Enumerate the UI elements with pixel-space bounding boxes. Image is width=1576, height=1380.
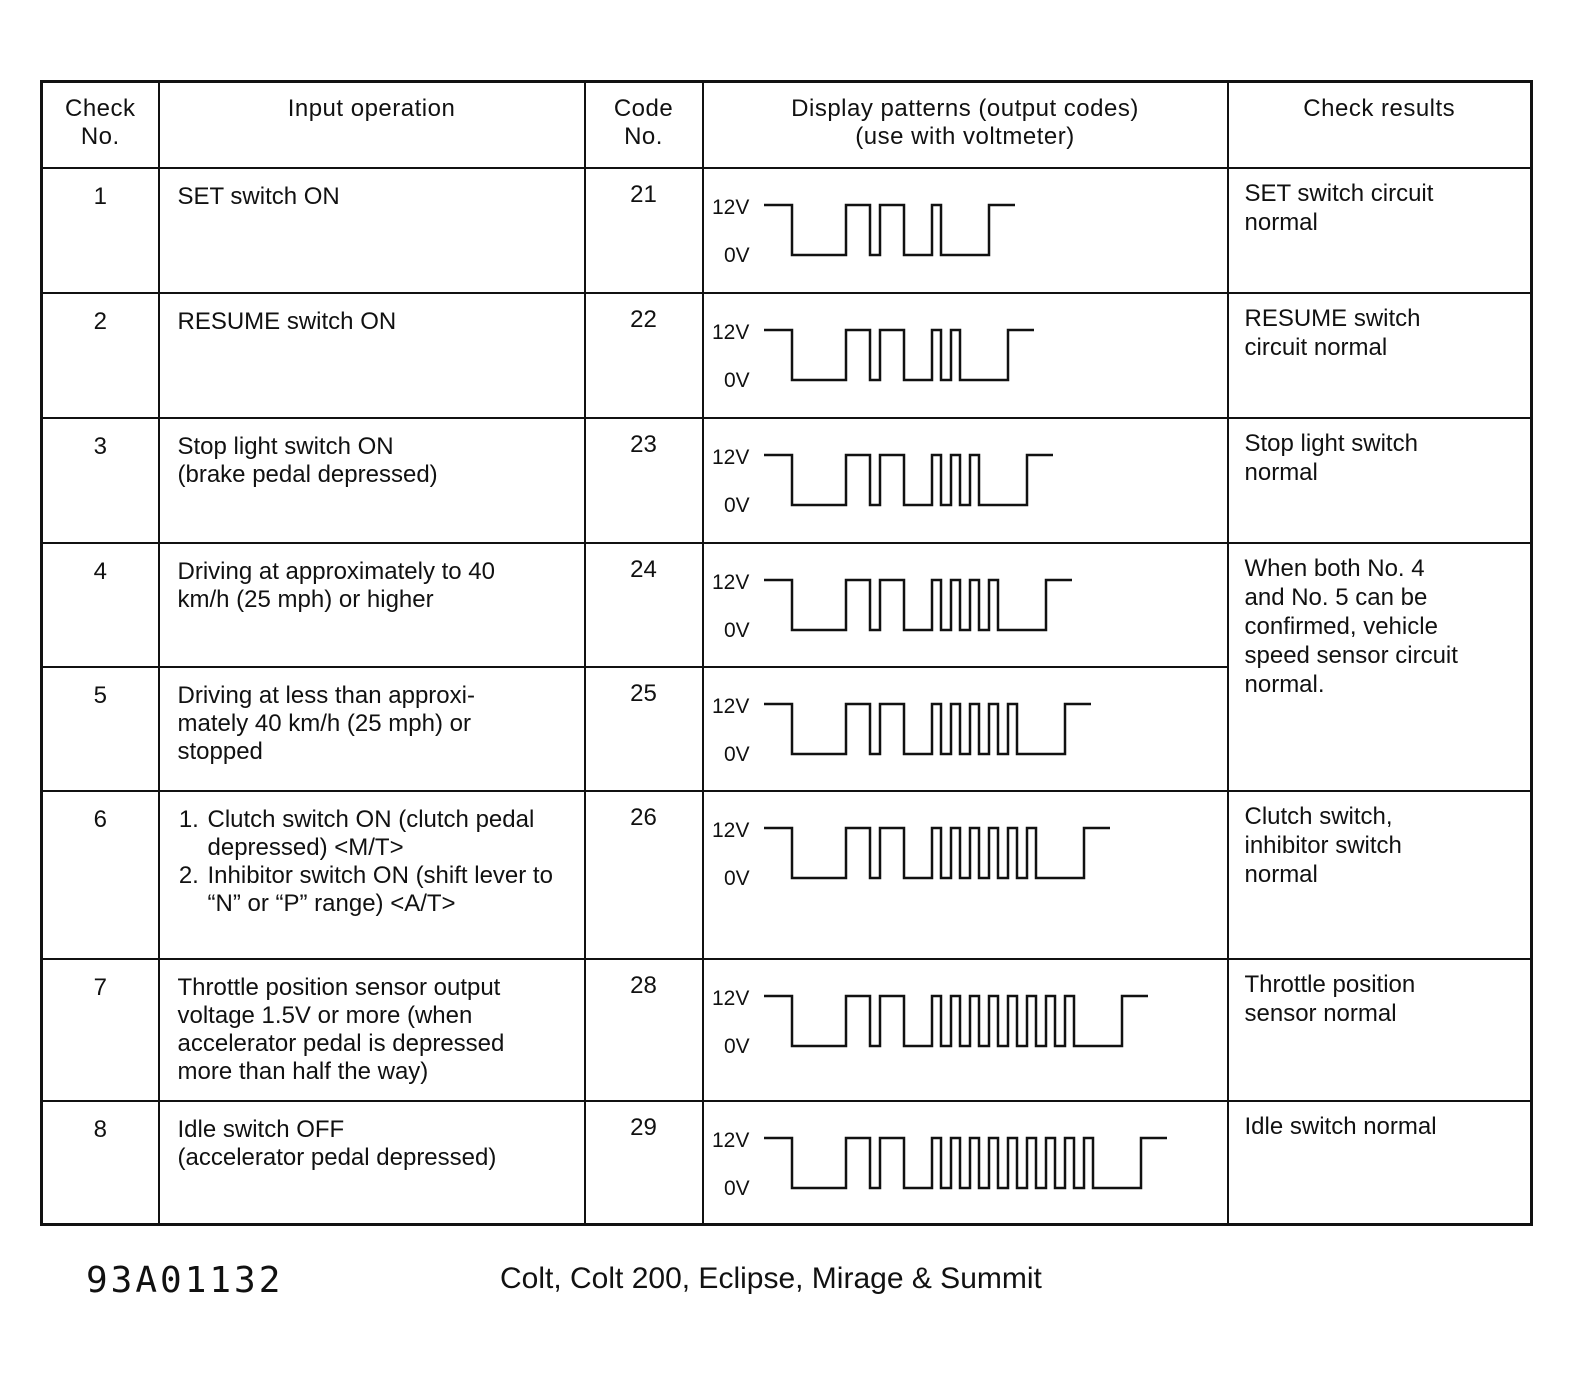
waveform-chart <box>704 792 1229 960</box>
waveform-line <box>764 205 1015 255</box>
waveform-chart <box>704 169 1229 294</box>
check-result-cell: When both No. 4 and No. 5 can be confirmed, vehicle speed sensor circuit normal. <box>1228 543 1532 791</box>
input-operation-list <box>178 806 570 918</box>
waveform-line <box>764 330 1034 380</box>
display-pattern-cell <box>703 667 1228 791</box>
diagnosis-table <box>40 80 1533 1226</box>
high-voltage-label: 12V <box>711 195 749 219</box>
low-voltage-label: 0V <box>723 1034 750 1058</box>
table-row <box>42 418 1532 543</box>
low-voltage-label: 0V <box>723 866 750 890</box>
check-no-cell: 3 <box>42 418 159 543</box>
high-voltage-label: 12V <box>711 445 749 469</box>
check-no-cell: 8 <box>42 1101 159 1225</box>
waveform-chart <box>704 1102 1229 1226</box>
table-row <box>42 543 1532 667</box>
header-check-results: Check results <box>1228 82 1532 168</box>
check-no-cell: 7 <box>42 959 159 1101</box>
low-voltage-label: 0V <box>723 243 750 267</box>
input-operation-cell: SET switch ON <box>159 168 585 293</box>
code-no-cell: 29 <box>585 1101 703 1225</box>
header-row <box>42 82 1532 168</box>
code-no-cell: 22 <box>585 293 703 418</box>
high-voltage-label: 12V <box>711 570 749 594</box>
header-input-operation: Input operation <box>159 82 585 168</box>
code-no-cell: 26 <box>585 791 703 959</box>
check-result-cell: SET switch circuit normal <box>1228 168 1532 293</box>
low-voltage-label: 0V <box>723 368 750 392</box>
code-no-cell: 23 <box>585 418 703 543</box>
low-voltage-label: 0V <box>723 618 750 642</box>
waveform-chart <box>704 960 1229 1102</box>
figure-caption: Colt, Colt 200, Eclipse, Mirage & Summit <box>500 1262 1042 1295</box>
table-row <box>42 168 1532 293</box>
header-code-no: Code No. <box>585 82 703 168</box>
input-operation-cell: Idle switch OFF (accelerator pedal depressed) <box>159 1101 585 1225</box>
waveform-line <box>764 704 1091 754</box>
input-operation-cell: Driving at approximately to 40 km/h (25 mph) or higher <box>159 543 585 667</box>
waveform-chart <box>704 419 1229 544</box>
code-no-cell: 28 <box>585 959 703 1101</box>
check-no-cell: 4 <box>42 543 159 667</box>
list-item: 1. Clutch switch ON (clutch pedal depressed) <M/T> <box>206 806 570 862</box>
check-result-cell: Idle switch normal <box>1228 1101 1532 1225</box>
waveform-chart <box>704 544 1229 668</box>
display-pattern-cell <box>703 418 1228 543</box>
code-no-cell: 25 <box>585 667 703 791</box>
table-row <box>42 293 1532 418</box>
header-display-patterns: Display patterns (output codes) (use with voltmeter) <box>703 82 1228 168</box>
high-voltage-label: 12V <box>711 1128 749 1152</box>
high-voltage-label: 12V <box>711 320 749 344</box>
list-item: 2. Inhibitor switch ON (shift lever to “N” or “P” range) <A/T> <box>206 862 570 918</box>
check-no-cell: 5 <box>42 667 159 791</box>
low-voltage-label: 0V <box>723 742 750 766</box>
check-no-cell: 2 <box>42 293 159 418</box>
table-row <box>42 1101 1532 1225</box>
input-operation-cell: RESUME switch ON <box>159 293 585 418</box>
input-operation-cell <box>159 791 585 959</box>
high-voltage-label: 12V <box>711 818 749 842</box>
check-no-cell: 1 <box>42 168 159 293</box>
table-row <box>42 959 1532 1101</box>
table-row <box>42 791 1532 959</box>
check-result-cell: RESUME switch circuit normal <box>1228 293 1532 418</box>
display-pattern-cell <box>703 1101 1228 1225</box>
waveform-line <box>764 580 1072 630</box>
input-operation-cell: Stop light switch ON (brake pedal depressed) <box>159 418 585 543</box>
low-voltage-label: 0V <box>723 1176 750 1200</box>
high-voltage-label: 12V <box>711 694 749 718</box>
code-no-cell: 24 <box>585 543 703 667</box>
figure-id: 93A01132 <box>86 1260 284 1301</box>
high-voltage-label: 12V <box>711 986 749 1010</box>
waveform-chart <box>704 668 1229 792</box>
check-no-cell: 6 <box>42 791 159 959</box>
waveform-line <box>764 455 1053 505</box>
waveform-line <box>764 1138 1167 1188</box>
check-result-cell: Clutch switch, inhibitor switch normal <box>1228 791 1532 959</box>
code-no-cell: 21 <box>585 168 703 293</box>
display-pattern-cell <box>703 791 1228 959</box>
input-operation-cell: Throttle position sensor output voltage 1.5V or more (when accelerator pedal is depressed more than half the way) <box>159 959 585 1101</box>
waveform-chart <box>704 294 1229 419</box>
display-pattern-cell <box>703 543 1228 667</box>
waveform-line <box>764 996 1148 1046</box>
check-result-cell: Throttle position sensor normal <box>1228 959 1532 1101</box>
check-result-cell: Stop light switch normal <box>1228 418 1532 543</box>
waveform-line <box>764 828 1110 878</box>
display-pattern-cell <box>703 293 1228 418</box>
input-operation-cell: Driving at less than approxi- mately 40 km/h (25 mph) or stopped <box>159 667 585 791</box>
display-pattern-cell <box>703 168 1228 293</box>
low-voltage-label: 0V <box>723 493 750 517</box>
display-pattern-cell <box>703 959 1228 1101</box>
header-check-no: Check No. <box>42 82 159 168</box>
